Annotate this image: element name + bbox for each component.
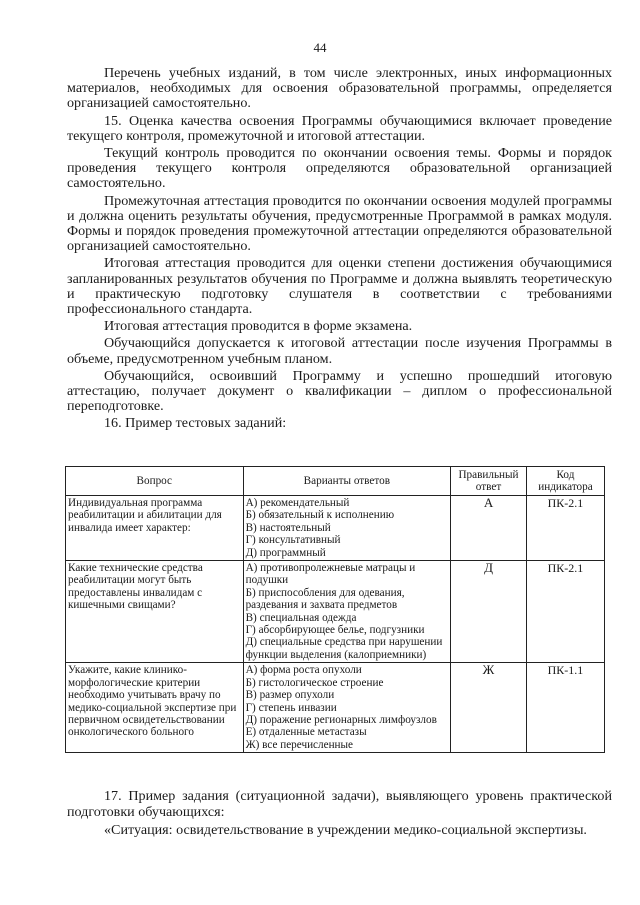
- question-cell: Какие технические средства реабилитации могут быть предоставлены инвалидам с кишечными свищами?: [66, 561, 244, 663]
- paragraph: «Ситуация: освидетельствование в учреждении медико-социальной экспертизы.: [104, 822, 587, 838]
- table-row: [66, 496, 605, 561]
- answer-option: Д) программный: [245, 546, 326, 559]
- section-17-text: [67, 788, 612, 840]
- indicator-code-cell: ПК-2.1: [526, 496, 604, 561]
- answer-option: Д) поражение регионарных лимфоузлов: [245, 713, 437, 726]
- answer-option: А) противопролежневые матрацы и подушки: [245, 562, 416, 587]
- answer-option: А) рекомендательный: [245, 497, 350, 509]
- answer-option: В) настоятельный: [245, 521, 331, 534]
- header-options: Варианты ответов: [243, 467, 451, 496]
- paragraph: Итоговая аттестация проводится в форме экзамена.: [104, 318, 413, 335]
- correct-answer-cell: Ж: [451, 663, 527, 753]
- paragraph: Промежуточная аттестация проводится по окончании освоения модулей программы и должна оценить результаты обучения, предусмотренные Программой в рамках модуля. Формы и порядок проведения промежуточной аттестации определяются образовательной организацией самостоятельно.: [67, 192, 612, 255]
- test-tasks-table: [65, 466, 605, 753]
- options-cell: [243, 561, 451, 663]
- table-row: [66, 663, 605, 753]
- paragraph: Итоговая аттестация проводится для оценки степени достижения обучающимися запланированных результатов обучения по Программе и должна выявлять теоретическую и практическую подготовку слушателя в соответствии с требованиями профессионального стандарта.: [67, 255, 612, 318]
- answer-option: В) специальная одежда: [245, 611, 357, 624]
- indicator-code-cell: ПК-1.1: [526, 663, 604, 753]
- answer-option: Б) обязательный к исполнению: [245, 509, 395, 522]
- paragraph: Обучающийся допускается к итоговой аттестации после изучения Программы в объеме, предусмотренном учебным планом.: [67, 335, 612, 367]
- paragraph: 17. Пример задания (ситуационной задачи), выявляющего уровень практической подготовки обучающихся:: [67, 788, 612, 820]
- answer-option: Г) абсорбирующее белье, подгузники: [245, 624, 425, 637]
- answer-option: В) размер опухоли: [245, 689, 335, 702]
- paragraph: 15. Оценка качества освоения Программы обучающимися включает проведение текущего контроля, промежуточной и итоговой аттестации.: [67, 112, 612, 144]
- answer-option: Г) консультативный: [245, 534, 341, 547]
- table-row: [66, 561, 605, 663]
- answer-option: Б) приспособления для одевания, раздевания и захвата предметов: [245, 586, 405, 612]
- table-header-row: [66, 467, 605, 496]
- correct-answer-cell: А: [451, 496, 527, 561]
- answer-option: Ж) все перечисленные: [245, 738, 354, 751]
- page-number: 44: [313, 40, 327, 55]
- body-text: [67, 66, 612, 434]
- answer-option: Д) специальные средства при нарушении функции выделения (калоприемники): [245, 636, 443, 661]
- header-code: Код индикатора: [526, 467, 604, 496]
- paragraph: Обучающийся, освоивший Программу и успешно прошедший итоговую аттестацию, получает документ о квалификации – диплом о профессиональной переподготовке.: [67, 367, 612, 415]
- answer-option: Г) степень инвазии: [245, 701, 337, 714]
- indicator-code-cell: ПК-2.1: [526, 561, 604, 663]
- question-cell: Индивидуальная программа реабилитации и абилитации для инвалида имеет характер:: [66, 496, 244, 561]
- section-16-heading: 16. Пример тестовых заданий:: [104, 415, 287, 432]
- answer-option: Е) отдаленные метастазы: [245, 726, 367, 739]
- header-question: Вопрос: [66, 467, 244, 496]
- header-answer: Правильный ответ: [451, 467, 527, 496]
- correct-answer-cell: Д: [451, 561, 527, 663]
- options-cell: [243, 496, 451, 561]
- paragraph: Текущий контроль проводится по окончании освоения темы. Формы и порядок проведения текущего контроля определяются образовательной организацией самостоятельно.: [67, 145, 612, 192]
- options-cell: [243, 663, 451, 753]
- paragraph: Перечень учебных изданий, в том числе электронных, иных информационных материалов, необходимых для освоения образовательной программы, определяется организацией самостоятельно.: [67, 65, 612, 112]
- answer-option: А) форма роста опухоли: [245, 664, 362, 677]
- question-cell: Укажите, какие клинико-морфологические критерии необходимо учитывать врачу по медико-социальной экспертизе при первичном освидетельствовании онкологического больного: [66, 663, 244, 753]
- answer-option: Б) гистологическое строение: [245, 676, 384, 689]
